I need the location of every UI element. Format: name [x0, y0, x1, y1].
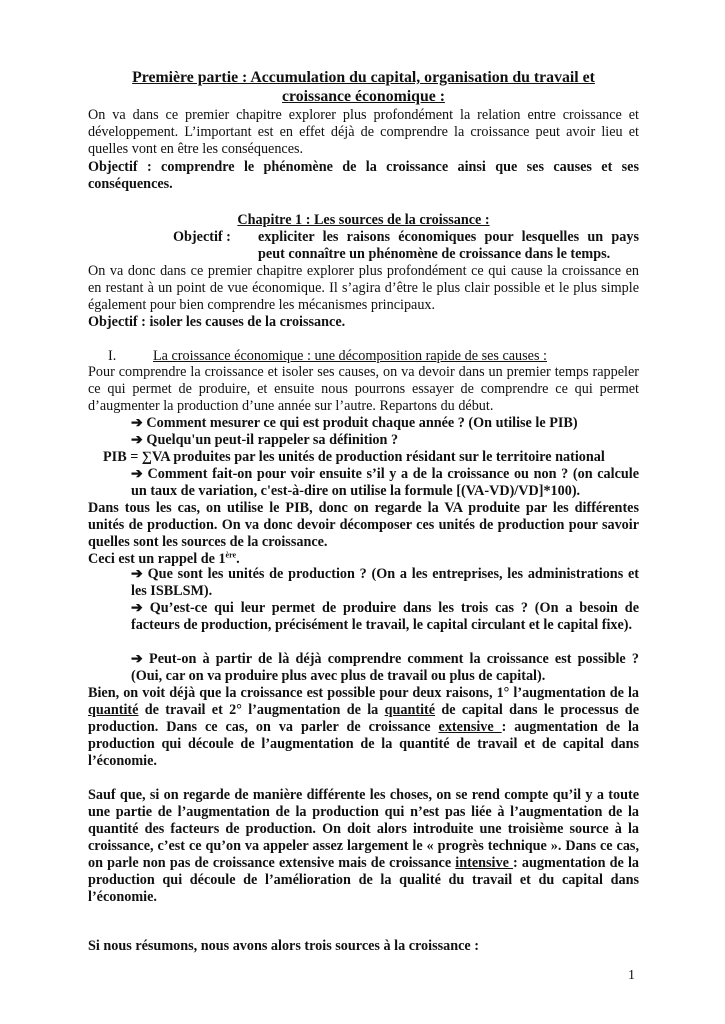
extensive-text-a: Bien, on voit déjà que la croissance est possible pour deux raisons, 1° l’augmentation de la	[88, 685, 639, 701]
extensive-underline-quantity-2: quantité	[384, 702, 436, 718]
intensive-text-a: Sauf que, si on regarde de manière différente les choses, on se rend compte qu’il y a toute une partie de l’augmentation de la production qui n’est pas liée à l’augmentation de la quantité des facteurs de production. On doit alors introduite une troisième source à la croissance, c’est ce qu’on va appeler assez largement le « progrès technique ». Dans ce cas, on parle non pas de croissance extensive mais de croissance	[88, 787, 639, 871]
paragraph-intensive-growth	[88, 787, 639, 906]
intro-objective: Objectif : comprendre le phénomène de la croissance ainsi que ses causes et ses conséquences.	[88, 159, 639, 192]
chapter-heading: Chapitre 1 : Les sources de la croissance :	[237, 212, 490, 228]
extensive-text-b: de travail et 2° l’augmentation de la	[138, 702, 385, 718]
question-definition: ➔ Quelqu'un peut-il rappeler sa définition ?	[131, 432, 399, 448]
page-number: 1	[628, 968, 635, 983]
section-paragraph: Pour comprendre la croissance et isoler ses causes, on va devoir dans un premier temps rappeler ce qui permet de produire, et ensuite nous pourrons essayer de comprendre ce qui permet d’augmenter la production d’une année sur l’autre. Repartons du début.	[88, 364, 639, 414]
recall-end: .	[236, 551, 240, 567]
chapter-objective-label: Objectif :	[173, 229, 231, 245]
extensive-text-c: de capital dans le processus de production. Dans ce cas, on va parler de croissance	[88, 702, 639, 735]
extensive-underline-quantity-1: quantité	[88, 702, 139, 718]
paragraph-extensive-growth	[88, 685, 639, 770]
page-title	[88, 68, 639, 106]
paragraph-production-units: Dans tous les cas, on utilise le PIB, donc on regarde la VA produite par les différentes unités de production. On va donc devoir décomposer ces unités de production pour savoir quelles sont les sources de la croissance.	[88, 500, 639, 550]
question-measure-production: ➔ Comment mesurer ce qui est produit chaque année ? (On utilise le PIB)	[131, 415, 578, 431]
intro-paragraph: On va dans ce premier chapitre explorer plus profondément la relation entre croissance et développement. L’important est en effet déjà de comprendre la croissance peut avoir lieu et quelles vont en être les conséquences.	[88, 107, 639, 157]
extensive-underline-term: extensive	[438, 719, 502, 735]
question-production-factors: ➔ Qu’est-ce qui leur permet de produire dans les trois cas ? (On a besoin de facteurs de production, précisément le travail, le capital circulant et le capital fixe).	[131, 600, 639, 633]
chapter-objective-line-1: expliciter les raisons économiques pour lesquelles un pays	[258, 229, 639, 245]
chapter-objective-isolate: Objectif : isoler les causes de la croissance.	[88, 314, 346, 330]
section-number: I.	[108, 348, 117, 364]
question-production-units: ➔ Que sont les unités de production ? (On a les entreprises, les administrations et les ISBLSM).	[131, 566, 639, 599]
intensive-text-b: : augmentation de la production qui découle de l’amélioration de la qualité du travail et du capital dans l’économie.	[88, 855, 639, 905]
chapter-objective-line-2: peut connaître un phénomène de croissance dans le temps.	[258, 246, 611, 262]
recall-text: Ceci est un rappel de 1	[88, 551, 226, 567]
recall-superscript: ère	[225, 550, 237, 560]
title-line-1: Première partie : Accumulation du capital, organisation du travail et	[132, 69, 595, 86]
pib-definition: PIB = ∑VA produites par les unités de production résidant sur le territoire national	[103, 449, 605, 465]
title-line-2: croissance économique :	[282, 88, 445, 105]
extensive-text-d: : augmentation de la production qui découle de l’augmentation de la quantité de travail et de capital dans l’économie.	[88, 719, 639, 769]
question-growth-possible: ➔ Peut-on à partir de là déjà comprendre comment la croissance est possible ? (Oui, car on va produire plus avec plus de travail ou plus de capital).	[131, 651, 639, 684]
question-growth-rate: ➔ Comment fait-on pour voir ensuite s’il y a de la croissance ou non ? (on calcule un taux de variation, c'est-à-dire on utilise la formule [(VA-VD)/VD]*100).	[131, 466, 639, 499]
intensive-underline-term: intensive	[455, 855, 514, 871]
chapter-intro-paragraph: On va donc dans ce premier chapitre explorer plus profondément ce qui cause la croissance en en restant à un point de vue économique. Il s’agira d’être le plus clair possible et le plus simple également pour bien comprendre les mécanismes principaux.	[88, 263, 639, 313]
section-heading: La croissance économique : une décomposition rapide de ses causes :	[153, 348, 547, 364]
summary-line: Si nous résumons, nous avons alors trois sources à la croissance :	[88, 938, 479, 954]
